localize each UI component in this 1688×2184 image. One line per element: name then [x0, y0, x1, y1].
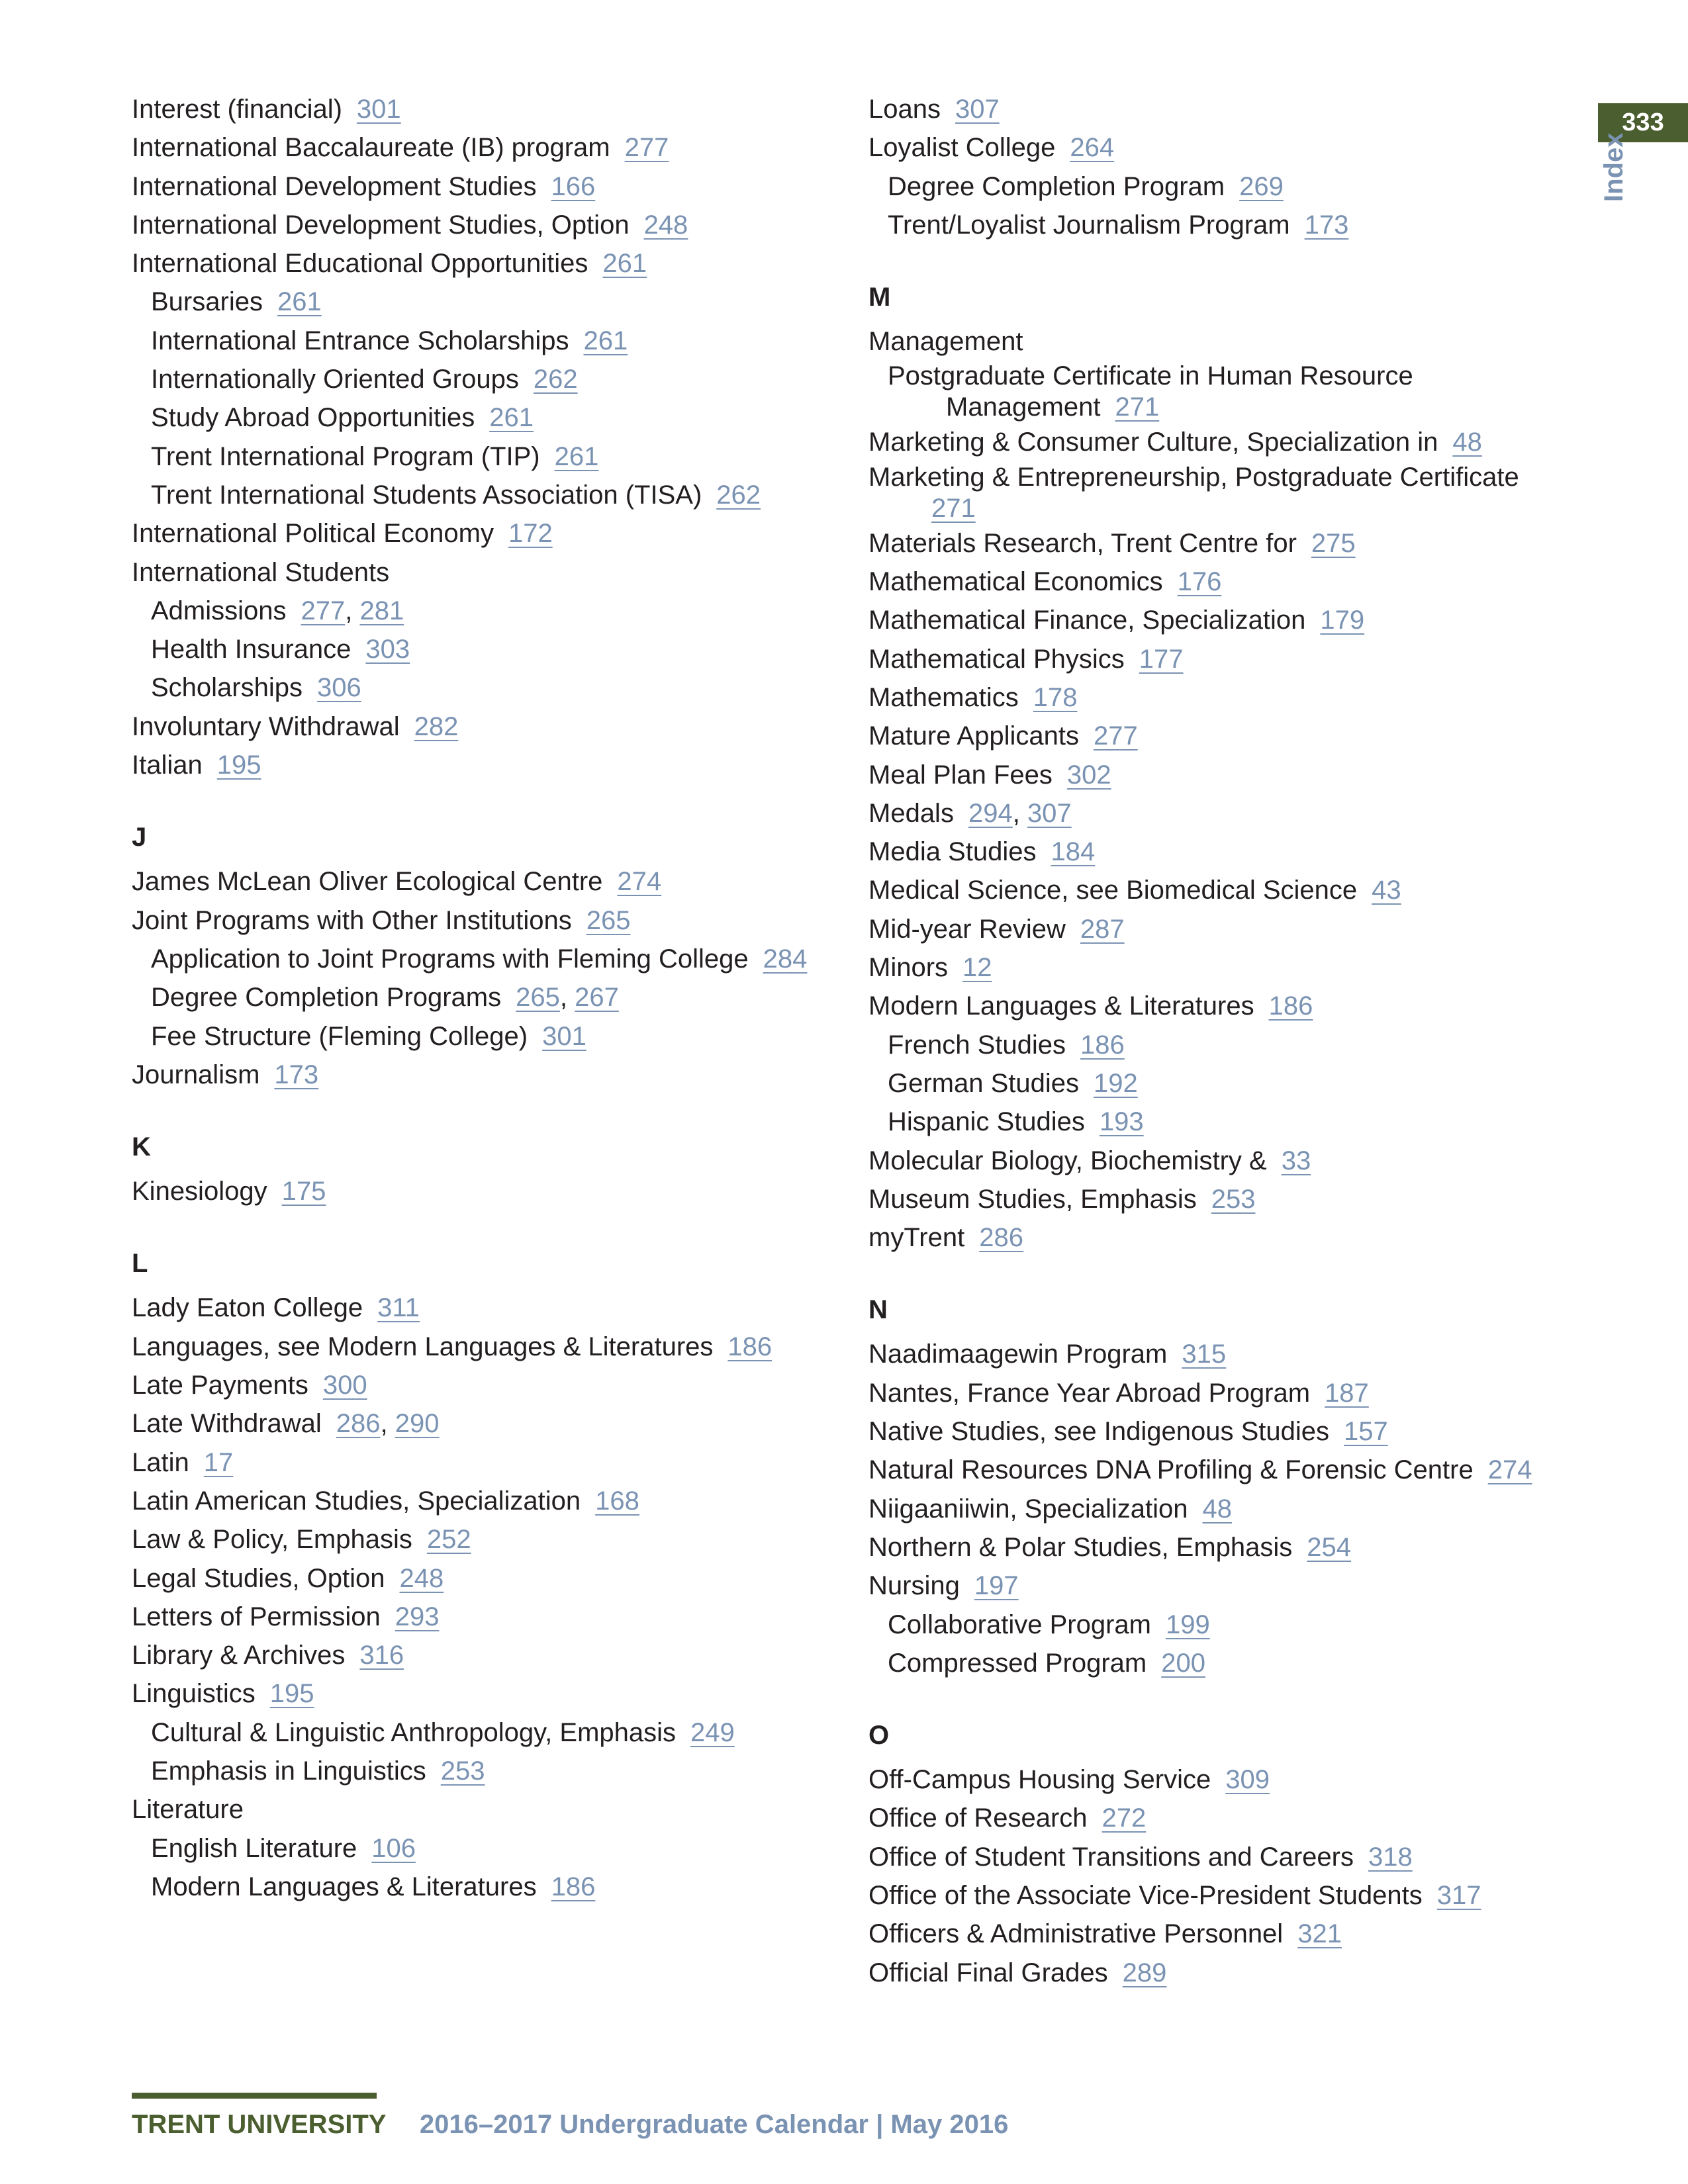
index-entry	[132, 322, 833, 360]
index-entry	[868, 1412, 1570, 1451]
index-entry-text: Official Final Grades	[868, 1958, 1108, 1987]
index-entry-text: Mathematics	[868, 682, 1019, 712]
index-entry-text: Law & Policy, Emphasis	[132, 1525, 412, 1555]
page-link[interactable]: 106	[371, 1833, 416, 1863]
index-entry-text: Latin American Studies, Specialization	[132, 1486, 581, 1516]
index-entry-text: Compressed Program	[888, 1648, 1147, 1678]
index-entry	[868, 1374, 1570, 1412]
page-link[interactable]: 17	[203, 1447, 234, 1477]
footer-university: TRENT UNIVERSITY	[132, 2110, 386, 2139]
page-link[interactable]: 267	[575, 983, 619, 1013]
index-entry-text: International Entrance Scholarships	[151, 326, 569, 355]
index-entry-text: Loyalist College	[868, 133, 1056, 163]
page-link[interactable]: 287	[1080, 914, 1125, 944]
page-link[interactable]: 48	[1202, 1494, 1232, 1524]
index-entry-text: Degree Completion Programs	[151, 983, 502, 1013]
index-entry	[132, 592, 833, 630]
index-entry-text: Native Studies, see Indigenous Studies	[868, 1417, 1329, 1447]
page-link[interactable]: 302	[1066, 760, 1111, 790]
index-entry	[132, 437, 833, 476]
index-entry-text: Nantes, France Year Abroad Program	[868, 1378, 1311, 1408]
index-entry	[868, 1103, 1570, 1141]
index-entry	[132, 1017, 833, 1056]
index-entry-text: Health Insurance	[151, 635, 352, 664]
index-entry-text: Library & Archives	[132, 1641, 346, 1670]
page-link[interactable]: 307	[1027, 798, 1072, 828]
index-letter-heading: L	[132, 1249, 148, 1279]
index-entry-text: Museum Studies, Emphasis	[868, 1184, 1197, 1214]
index-entry	[132, 1289, 833, 1327]
index-entry-text: Collaborative Program	[888, 1610, 1151, 1639]
index-entry	[868, 1026, 1570, 1064]
index-entry-text: Marketing & Entrepreneurship, Postgraduate Certificate	[868, 462, 1519, 492]
index-entry-text: Modern Languages & Literatures	[151, 1872, 537, 1901]
index-entry-text: Lady Eaton College	[132, 1293, 363, 1323]
page-link[interactable]: 316	[359, 1641, 404, 1670]
page-link[interactable]: 186	[1268, 991, 1313, 1021]
index-entry-text: Minors	[868, 953, 949, 983]
page-link[interactable]: 261	[583, 326, 628, 355]
index-entry	[868, 1606, 1570, 1644]
index-entry-text: Off-Campus Housing Service	[868, 1765, 1211, 1795]
index-entry	[132, 1172, 833, 1210]
page-link[interactable]: 248	[399, 1563, 444, 1593]
page-link[interactable]: 301	[356, 95, 401, 124]
index-entry	[132, 244, 833, 283]
page-link[interactable]: 290	[395, 1409, 440, 1439]
index-entry-text: Mature Applicants	[868, 721, 1079, 751]
page-link[interactable]: 307	[955, 95, 1000, 124]
index-entry-text: Bursaries	[151, 287, 263, 317]
index-entry	[868, 128, 1570, 167]
page-link[interactable]: 262	[716, 480, 761, 510]
index-entry	[868, 1490, 1570, 1528]
page-link[interactable]: 172	[508, 519, 553, 549]
index-entry	[132, 940, 833, 978]
index-entry-text: International Political Economy	[132, 519, 494, 549]
page-number-badge: 333	[1598, 103, 1688, 142]
index-entry-text: Mathematical Physics	[868, 644, 1125, 674]
index-entry-text: English Literature	[151, 1833, 357, 1863]
index-entry-text: International Development Studies, Option	[132, 210, 630, 240]
index-entry-text: Nursing	[868, 1571, 960, 1601]
index-entry-text: Involuntary Withdrawal	[132, 711, 400, 741]
page-link[interactable]: 197	[974, 1571, 1019, 1601]
page-link[interactable]: 274	[617, 867, 662, 897]
page-link[interactable]: 300	[322, 1371, 367, 1400]
index-letter-heading: J	[132, 823, 147, 852]
index-letter-heading: M	[868, 283, 891, 312]
index-entry-text: French Studies	[888, 1030, 1066, 1060]
page-link[interactable]: 261	[489, 403, 534, 433]
page-link[interactable]: 261	[602, 249, 647, 279]
index-entry	[868, 206, 1570, 244]
index-entry	[868, 1218, 1570, 1257]
index-entry-text: Meal Plan Fees	[868, 760, 1053, 790]
index-entry-text: Degree Completion Program	[888, 171, 1225, 201]
page-link[interactable]: 195	[216, 751, 261, 780]
page-link[interactable]: 177	[1139, 644, 1184, 674]
index-entry	[868, 1451, 1570, 1489]
index-entry-text: Admissions	[151, 596, 287, 625]
index-entry	[132, 1056, 833, 1094]
page-link[interactable]: 157	[1344, 1417, 1388, 1447]
index-entry	[132, 206, 833, 244]
index-entry-text: Late Payments	[132, 1371, 308, 1400]
index-entry-text: Mathematical Finance, Specialization	[868, 606, 1306, 635]
page-link[interactable]: 265	[516, 983, 560, 1013]
index-entry-text: Modern Languages & Literatures	[868, 991, 1254, 1021]
index-entry-text: Office of Research	[868, 1803, 1088, 1833]
index-entry-text: Literature	[132, 1795, 244, 1825]
index-entry-text: Molecular Biology, Biochemistry &	[868, 1146, 1267, 1175]
page-link[interactable]: 284	[763, 944, 808, 974]
index-entry	[132, 1868, 833, 1906]
page-link[interactable]: 175	[281, 1177, 326, 1206]
page-link[interactable]: 306	[317, 673, 361, 703]
index-entry-text: Kinesiology	[132, 1177, 267, 1206]
page-link[interactable]: 318	[1368, 1842, 1413, 1872]
index-entry-text: German Studies	[888, 1068, 1080, 1098]
page-link[interactable]: 262	[533, 365, 578, 394]
index-entry	[868, 1954, 1570, 1992]
section-side-label: Index	[1599, 132, 1628, 202]
page-link[interactable]: 261	[554, 441, 599, 471]
index-entry	[868, 640, 1570, 678]
page-link[interactable]: 195	[269, 1679, 314, 1709]
page-link[interactable]: 173	[1304, 210, 1349, 240]
page-link[interactable]: 48	[1452, 428, 1482, 457]
index-entry	[132, 901, 833, 940]
index-entry	[868, 322, 1570, 361]
index-entry-text: Medals	[868, 798, 954, 828]
index-entry	[868, 871, 1570, 909]
page-link[interactable]: 274	[1487, 1455, 1532, 1485]
page-link[interactable]: 264	[1070, 133, 1115, 163]
page-link[interactable]: 282	[414, 711, 459, 741]
index-entry	[132, 1404, 833, 1443]
page-link[interactable]: 176	[1177, 567, 1222, 597]
page-link[interactable]: 289	[1122, 1958, 1167, 1987]
index-entry-text: Marketing & Consumer Culture, Specialization in	[868, 428, 1438, 457]
index-entry-text: Media Studies	[868, 837, 1037, 867]
index-entry	[132, 167, 833, 206]
page-link[interactable]: 277	[301, 596, 346, 625]
index-entry	[868, 1644, 1570, 1682]
index-entry	[132, 630, 833, 668]
page-link[interactable]: 193	[1099, 1107, 1144, 1137]
index-entry-text: Linguistics	[132, 1679, 256, 1709]
index-entry	[868, 1760, 1570, 1799]
index-entry	[868, 1567, 1570, 1605]
page-link[interactable]: 168	[595, 1486, 639, 1516]
page-link[interactable]: 33	[1281, 1146, 1311, 1175]
page-link[interactable]: 249	[690, 1717, 735, 1747]
index-entry-text: Materials Research, Trent Centre for	[868, 528, 1297, 558]
page-link[interactable]: 315	[1182, 1340, 1227, 1369]
index-entry-text: Office of the Associate Vice-President Students	[868, 1880, 1423, 1910]
index-entry-text: Hispanic Studies	[888, 1107, 1085, 1137]
index-entry	[868, 601, 1570, 639]
index-entry	[868, 493, 1570, 524]
page-link[interactable]: 286	[336, 1409, 381, 1439]
index-entry	[132, 1328, 833, 1366]
page-link[interactable]: 265	[586, 905, 631, 935]
index-entry	[868, 1915, 1570, 1953]
index-entry-text: Fee Structure (Fleming College)	[151, 1021, 528, 1051]
page-link[interactable]: 43	[1372, 876, 1401, 905]
index-entry-text: Languages, see Modern Languages & Literatures	[132, 1332, 714, 1361]
index-entry-text: Internationally Oriented Groups	[151, 365, 519, 394]
index-entry	[868, 756, 1570, 794]
page-link[interactable]: 178	[1033, 682, 1078, 712]
index-entry-text: International Students	[132, 557, 390, 587]
index-entry-text: Management	[946, 392, 1101, 422]
index-column-right	[868, 90, 1570, 1992]
page-link[interactable]: 317	[1436, 1880, 1481, 1910]
index-entry	[132, 283, 833, 321]
index-entry	[868, 1064, 1570, 1103]
index-entry	[132, 1366, 833, 1404]
index-entry-text: Office of Student Transitions and Careers	[868, 1842, 1354, 1872]
index-entry	[868, 524, 1570, 563]
index-entry-text: Italian	[132, 751, 203, 780]
index-entry-text: Scholarships	[151, 673, 303, 703]
index-entry	[868, 361, 1570, 392]
index-entry-text: Trent International Students Association (TISA)	[151, 480, 702, 510]
page-link[interactable]: 253	[440, 1756, 485, 1786]
index-entry-text: Officers & Administrative Personnel	[868, 1919, 1284, 1949]
page-separator: ,	[345, 596, 360, 625]
index-entry-text: Latin	[132, 1447, 189, 1477]
index-entry-text: Trent/Loyalist Journalism Program	[888, 210, 1290, 240]
index-entry	[132, 746, 833, 784]
page-link[interactable]: 271	[1115, 392, 1160, 422]
index-entry-text: Journalism	[132, 1060, 260, 1089]
index-entry	[132, 1443, 833, 1482]
page-link[interactable]: 269	[1239, 171, 1284, 201]
index-entry-text: Mathematical Economics	[868, 567, 1163, 597]
index-entry	[132, 398, 833, 437]
page-link[interactable]: 272	[1102, 1803, 1147, 1833]
index-entry	[868, 392, 1570, 423]
index-entry	[132, 553, 833, 592]
index-entry-text: Postgraduate Certificate in Human Resource	[888, 361, 1413, 391]
page-link[interactable]: 248	[643, 210, 688, 240]
index-entry	[868, 910, 1570, 948]
index-entry-text: Northern & Polar Studies, Emphasis	[868, 1532, 1293, 1562]
page-link[interactable]: 311	[377, 1293, 420, 1323]
page-link[interactable]: 254	[1307, 1532, 1352, 1562]
index-entry-text: Loans	[868, 95, 941, 124]
index-letter-heading: K	[132, 1132, 151, 1162]
page-link[interactable]: 199	[1165, 1610, 1210, 1639]
index-entry	[132, 128, 833, 167]
index-entry-text: Naadimaagewin Program	[868, 1340, 1168, 1369]
index-entry	[132, 862, 833, 901]
page-link[interactable]: 12	[962, 953, 992, 983]
index-entry	[132, 1559, 833, 1598]
page-link[interactable]: 192	[1094, 1068, 1138, 1098]
index-entry	[132, 476, 833, 514]
index-entry	[132, 1482, 833, 1520]
index-entry-text: Study Abroad Opportunities	[151, 403, 475, 433]
page-link[interactable]: 275	[1311, 528, 1356, 558]
index-entry-text: myTrent	[868, 1223, 965, 1253]
index-entry	[132, 360, 833, 398]
index-entry-text: International Educational Opportunities	[132, 249, 588, 279]
index-entry	[868, 717, 1570, 755]
page-link[interactable]: 186	[1080, 1030, 1125, 1060]
index-entry	[132, 1636, 833, 1674]
page-link[interactable]: 186	[551, 1872, 596, 1901]
index-entry-text: Emphasis in Linguistics	[151, 1756, 426, 1786]
index-entry-text: Trent International Program (TIP)	[151, 441, 540, 471]
index-column-left	[132, 90, 833, 1906]
index-entry	[868, 1876, 1570, 1915]
index-entry-text: Niigaaniiwin, Specialization	[868, 1494, 1188, 1524]
index-entry	[868, 678, 1570, 717]
index-entry-text: Cultural & Linguistic Anthropology, Emphasis	[151, 1717, 677, 1747]
page-separator: ,	[380, 1409, 395, 1439]
footer-rule	[132, 2093, 377, 2099]
index-entry-text: Joint Programs with Other Institutions	[132, 905, 572, 935]
page-link[interactable]: 261	[277, 287, 322, 317]
index-entry	[868, 167, 1570, 206]
page-link[interactable]: 281	[359, 596, 404, 625]
index-entry-text: Management	[868, 327, 1023, 357]
index-letter-heading: N	[868, 1295, 888, 1325]
footer	[132, 2110, 1008, 2140]
page-link[interactable]: 321	[1297, 1919, 1342, 1949]
page-link[interactable]: 200	[1161, 1648, 1205, 1678]
page-link[interactable]: 294	[968, 798, 1013, 828]
index-entry	[868, 462, 1570, 493]
index-entry	[132, 1674, 833, 1713]
index-entry-text: Natural Resources DNA Profiling & Forensic Centre	[868, 1455, 1474, 1485]
index-entry	[868, 1180, 1570, 1218]
page-separator: ,	[559, 983, 575, 1013]
index-entry	[868, 948, 1570, 987]
index-entry	[868, 833, 1570, 871]
page-link[interactable]: 187	[1325, 1378, 1369, 1408]
page-link[interactable]: 179	[1320, 606, 1365, 635]
index-letter-heading: O	[868, 1721, 890, 1751]
page-link[interactable]: 166	[551, 171, 596, 201]
index-entry	[132, 514, 833, 553]
index-entry	[132, 668, 833, 707]
page-link[interactable]: 293	[395, 1602, 440, 1631]
index-entry	[132, 1713, 833, 1752]
page-separator: ,	[1012, 798, 1027, 828]
page-link[interactable]: 277	[624, 133, 669, 163]
index-entry	[868, 987, 1570, 1025]
index-entry	[868, 794, 1570, 833]
page-link[interactable]: 252	[426, 1525, 471, 1555]
index-entry	[868, 563, 1570, 601]
page-link[interactable]: 271	[931, 493, 976, 523]
page-link[interactable]: 173	[274, 1060, 319, 1089]
footer-calendar: 2016–2017 Undergraduate Calendar | May 2016	[419, 2110, 1009, 2139]
page-link[interactable]: 253	[1211, 1184, 1256, 1214]
index-entry	[868, 1838, 1570, 1876]
index-entry	[132, 1790, 833, 1829]
index-entry-text: International Development Studies	[132, 171, 537, 201]
index-entry-text: Mid-year Review	[868, 914, 1066, 944]
index-entry	[868, 1799, 1570, 1837]
index-entry-text: Application to Joint Programs with Fleming College	[151, 944, 749, 974]
index-entry	[132, 1520, 833, 1559]
index-entry-text: Letters of Permission	[132, 1602, 381, 1631]
index-entry-text: James McLean Oliver Ecological Centre	[132, 867, 603, 897]
index-entry	[132, 90, 833, 128]
index-entry	[132, 1598, 833, 1636]
page-link[interactable]: 309	[1225, 1765, 1270, 1795]
index-entry	[868, 1335, 1570, 1373]
page-link[interactable]: 184	[1051, 837, 1096, 867]
index-entry	[132, 978, 833, 1017]
index-entry-text: Interest (financial)	[132, 95, 342, 124]
index-entry-text: Legal Studies, Option	[132, 1563, 385, 1593]
page-link[interactable]: 303	[365, 635, 410, 664]
index-entry	[132, 1829, 833, 1868]
index-entry	[868, 90, 1570, 128]
index-entry	[132, 707, 833, 746]
index-entry-text: Medical Science, see Biomedical Science	[868, 876, 1358, 905]
index-entry-text: Late Withdrawal	[132, 1409, 322, 1439]
index-entry	[132, 1752, 833, 1790]
index-entry	[868, 1142, 1570, 1180]
page-link[interactable]: 286	[979, 1223, 1023, 1253]
index-entry	[868, 1528, 1570, 1567]
page-link[interactable]: 277	[1093, 721, 1138, 751]
page-link[interactable]: 186	[727, 1332, 773, 1361]
page-link[interactable]: 301	[542, 1021, 586, 1051]
index-entry-text: International Baccalaureate (IB) program	[132, 133, 610, 163]
index-entry	[868, 423, 1570, 461]
